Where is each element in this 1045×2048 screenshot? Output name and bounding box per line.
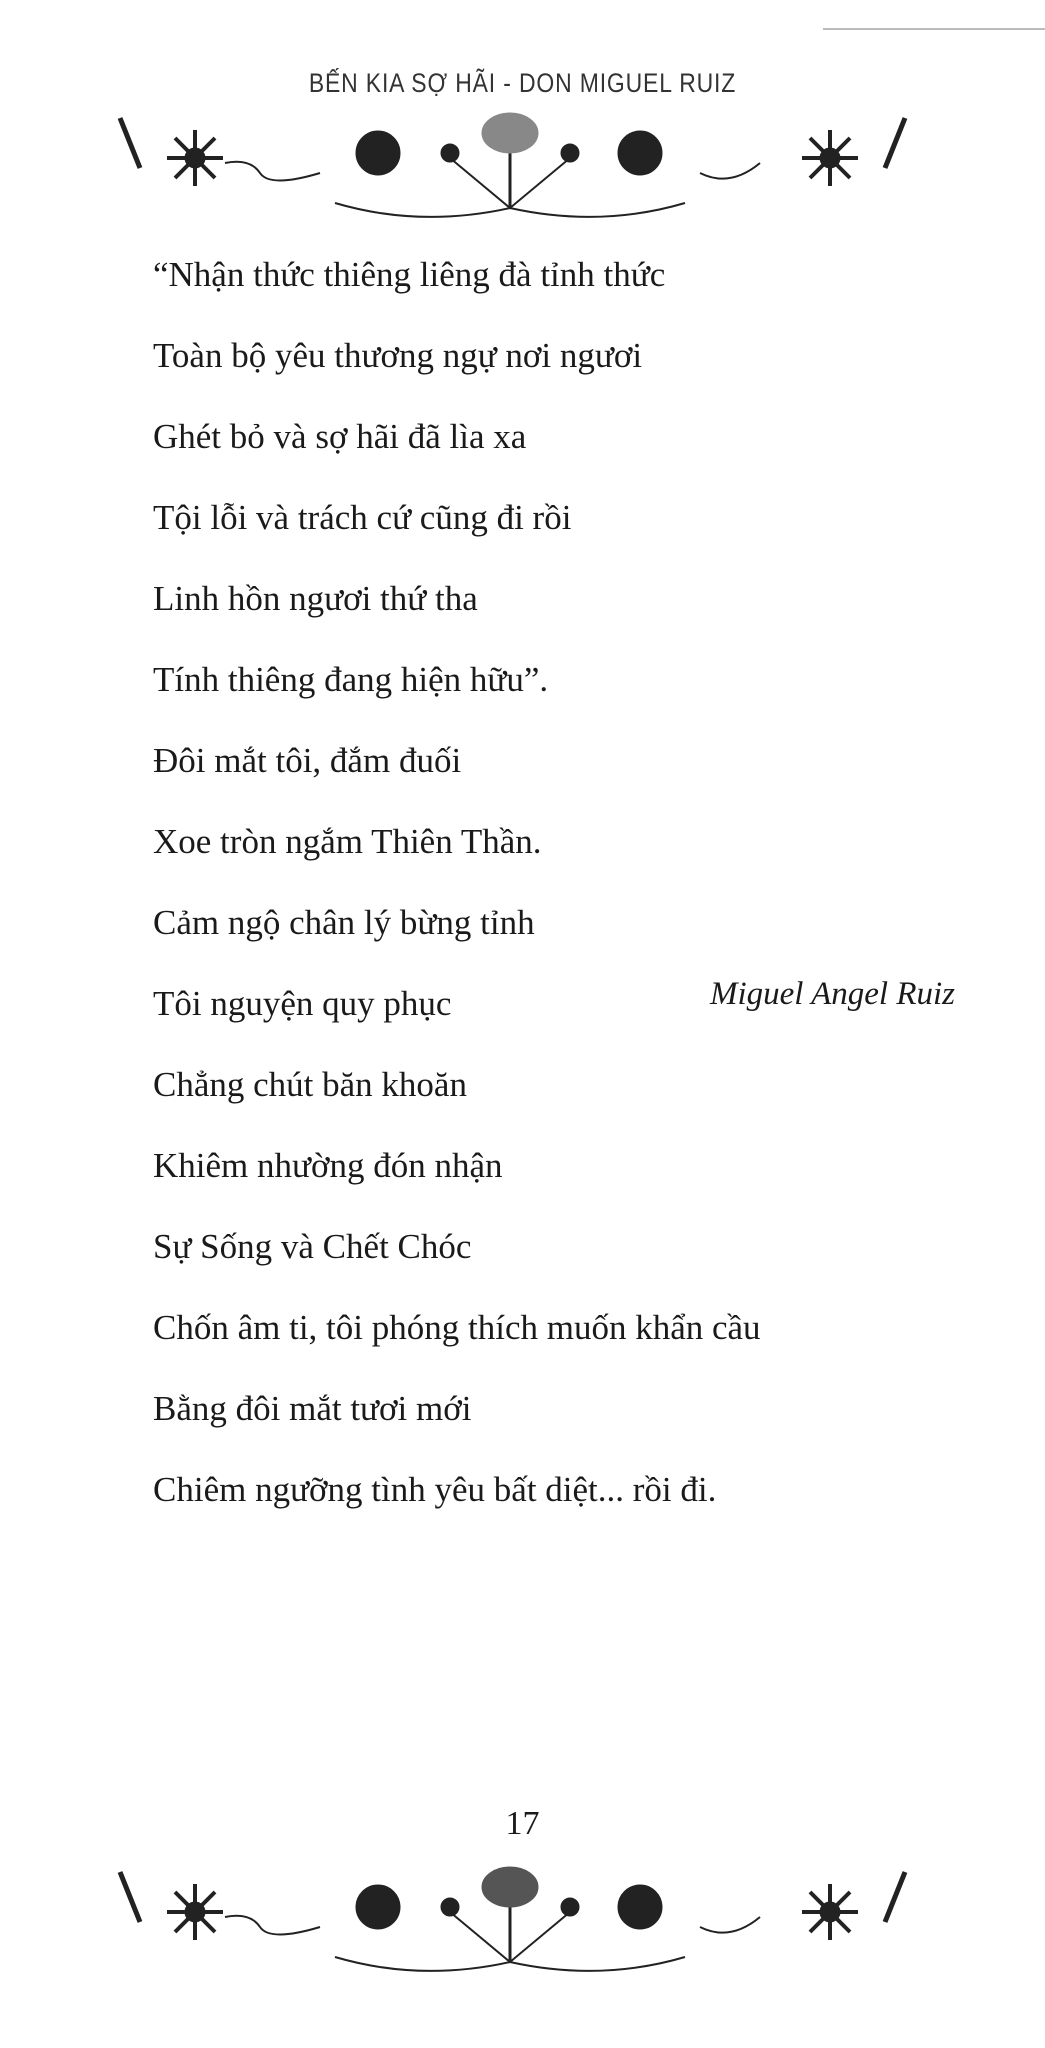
poem-line: Chốn âm ti, tôi phóng thích muốn khẩn cầu [153, 1308, 761, 1347]
poem-line: Chẳng chút băn khoăn [153, 1065, 467, 1104]
tulip-icon [356, 1885, 400, 1929]
running-header: BẾN KIA SỢ HÃI - DON MIGUEL RUIZ [308, 68, 737, 98]
poem-line: Sự Sống và Chết Chóc [153, 1227, 472, 1266]
sunflower-icon [167, 1884, 223, 1940]
sunflower-icon [167, 130, 223, 186]
poem-line: Linh hồn ngươi thứ tha [153, 579, 478, 618]
page-number: 17 [505, 1805, 540, 1842]
tulip-icon [618, 131, 662, 175]
poem-line: Tôi nguyện quy phục [153, 984, 452, 1023]
poem-line: Bằng đôi mắt tươi mới [153, 1389, 472, 1428]
poem-line: Tội lỗi và trách cứ cũng đi rồi [153, 498, 572, 537]
signature: Miguel Angel Ruiz [709, 976, 955, 1012]
poem-line: “Nhận thức thiêng liêng đà tỉnh thức [153, 255, 666, 294]
tulip-icon [356, 131, 400, 175]
tulip-icon [618, 1885, 662, 1929]
poem-line: Tính thiêng đang hiện hữu”. [153, 660, 549, 699]
sunflower-icon [802, 130, 858, 186]
poem-line: Đôi mắt tôi, đắm đuối [153, 741, 462, 780]
poem-line: Ghét bỏ và sợ hãi đã lìa xa [153, 417, 527, 456]
poem-line: Chiêm ngưỡng tình yêu bất diệt... rồi đi. [153, 1470, 717, 1509]
poem-line: Cảm ngộ chân lý bừng tỉnh [153, 903, 535, 942]
poem-line: Khiêm nhường đón nhận [153, 1146, 503, 1185]
sunflower-icon [802, 1884, 858, 1940]
poem [153, 250, 761, 1546]
floral-ornament-bottom [110, 1862, 940, 1972]
poem-line: Toàn bộ yêu thương ngự nơi ngươi [153, 336, 643, 375]
floral-ornament-top [110, 108, 940, 218]
poem-line: Xoe tròn ngắm Thiên Thần. [153, 822, 542, 861]
top-rule [823, 28, 1045, 30]
